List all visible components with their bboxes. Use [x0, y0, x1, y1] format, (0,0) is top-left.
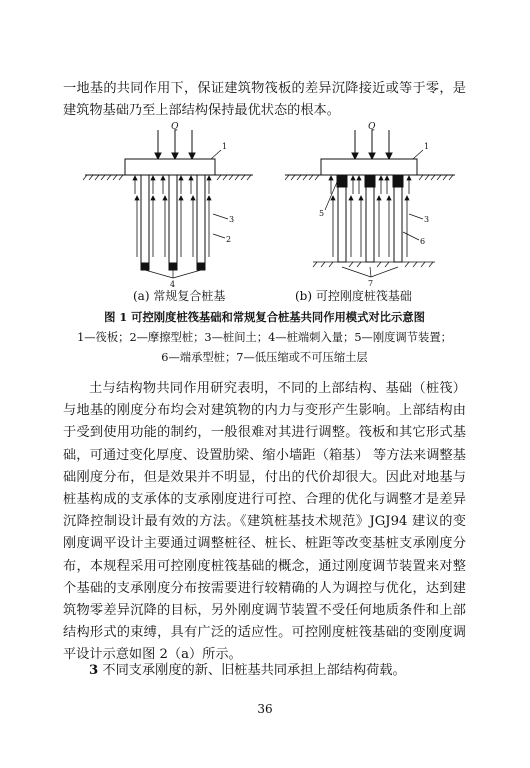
- piles-b: [338, 187, 402, 262]
- section-heading-number: 3: [89, 663, 99, 678]
- pile-foundation-figure: [63, 122, 466, 304]
- load-arrows-a: [155, 130, 195, 159]
- subcaption-a: (a) 常规复合桩基: [133, 289, 226, 303]
- bearing-stratum-b: [313, 262, 435, 267]
- stiffness-devices-b: [337, 175, 403, 187]
- figure-legend-line-1: 1—筏板；2—摩擦型桩；3—桩间土；4—桩端刺入量；5—刚度调节装置；: [77, 331, 452, 344]
- ground-hatch-a: [83, 175, 251, 180]
- label-a-1: 1: [222, 142, 228, 151]
- label-b-3: 3: [424, 215, 430, 224]
- diagram-a: [83, 130, 253, 278]
- label-b-7: 7: [368, 279, 374, 288]
- raft-b: [321, 159, 417, 175]
- subcaption-b: (b) 可控刚度桩筏基础: [295, 289, 412, 303]
- page-number: 36: [257, 702, 273, 716]
- diagram-b: [285, 130, 455, 277]
- label-a-3: 3: [229, 215, 235, 224]
- body-paragraph: 土与结构物共同作用研究表明，不同的上部结构、基础（桩筏）与地基的刚度分布均会对建筑物的内力与变形产生影响。上部结构由于受到使用功能的制约，一般很难对其进行调整。筏板和其它形式基础，可通过变化厚度、设置肋梁、缩小墙距（箱基） 等方法来调整基础刚度分布，但是效果并不明显，付出的代价却很大。因此对地基与桩基构成的支承体的支承刚度进行可控、合理的优化与调整才是差异沉降控制设计最有效的方法。《建筑桩基技术规范》JGJ94 建议的变刚度调平设计主要通过调整桩径、桩长、桩距等改变基桩支承刚度分布，本规程采用可控刚度桩筏基础的概念，通过刚度调节装置来对整个基础的支承刚度分布按需要进行较精确的人为调控与优化，达到建筑物零差异沉降的目标，另外刚度调节装置不受任何地质条件和上部结构形式的束缚，具有广泛的适应性。可控刚度桩筏基础的变刚度调平设计示意如图 2（a）所示。: [63, 381, 466, 663]
- section-heading: [63, 660, 466, 682]
- label-b-1: 1: [424, 142, 430, 151]
- piles-a: [141, 175, 205, 270]
- label-a-4: 4: [170, 280, 176, 289]
- load-arrows-b: [352, 130, 392, 159]
- section-heading-text: 不同支承刚度的新、旧桩基共同承担上部结构荷载。: [102, 663, 406, 678]
- label-b-6: 6: [420, 237, 426, 246]
- figure-legend-line-2: 6—端承型桩；7—低压缩或不可压缩土层: [161, 351, 368, 364]
- load-label-b: Q: [368, 122, 376, 132]
- label-a-2: 2: [226, 235, 232, 244]
- raft-a: [125, 159, 215, 175]
- figure-caption: 图 1 可控刚度桩筏基础和常规复合桩基共同作用模式对比示意图: [104, 310, 425, 324]
- top-paragraph: 一地基的共同作用下，保证建筑物筏板的差异沉降接近或等于零，是建筑物基础乃至上部结构保持最优状态的根本。: [63, 81, 466, 119]
- label-b-5: 5: [319, 209, 325, 218]
- load-label-a: Q: [171, 122, 179, 132]
